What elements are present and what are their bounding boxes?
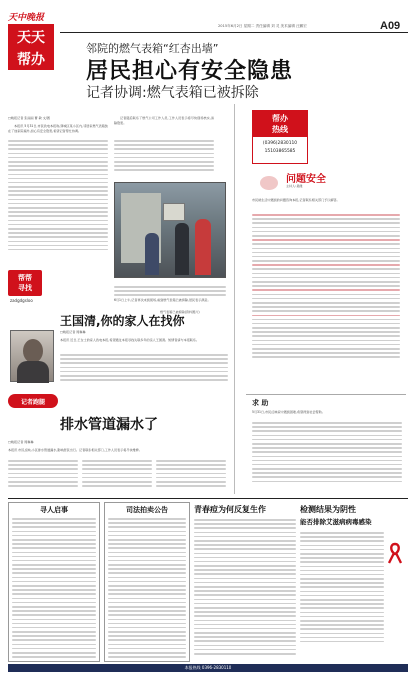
- badge-line-2: 热线: [272, 125, 288, 134]
- lead-photo: [114, 182, 226, 278]
- bottom-col-4-title: 检测结果为阴性: [300, 505, 356, 514]
- help-feature-rule: [246, 394, 406, 395]
- drain-byline: □晚报记者 周琳琳: [8, 440, 34, 444]
- photo-person-1: [175, 223, 189, 275]
- search-tag-line-2: 寻找: [18, 284, 32, 292]
- bottom-col-1: [8, 502, 100, 662]
- search-sub: zadgdgsloo: [10, 298, 33, 303]
- lead-subhead: 记者协调:燃气表箱已被拆除: [86, 85, 259, 101]
- lead-paragraph-3: 6月1日上午,记者再次来到现场,看到燃气表箱已被拆除,居民表示满意。: [114, 298, 211, 302]
- drain-body: 本报讯 市民反映,小区排水管道漏水,影响居民出行。记者联系相关部门,工作人员表示将尽快维修。: [8, 448, 142, 452]
- lead-body-col-2: [114, 116, 214, 140]
- qa-section: [246, 170, 406, 376]
- search-headline: 王国清,你的家人在找你: [60, 314, 185, 328]
- footer-bar: [8, 664, 408, 672]
- help-feature-body: 5月31日,市民反映家中遇到困难,希望得到社会帮助。: [252, 410, 325, 414]
- help-feature-lines: [252, 422, 402, 485]
- bottom-col-4: [300, 502, 408, 662]
- photo-person-2: [195, 219, 211, 275]
- drain-tag-label: 记者跑腿: [20, 399, 45, 406]
- lead-byline: □晚报记者 张丽丽 曹 敏 文/图: [8, 116, 50, 120]
- column-title-box: [8, 24, 54, 70]
- hotline-badge: [252, 110, 308, 164]
- photo-person-3: [145, 233, 159, 275]
- footer-text: 本报热线 0396-2830110: [184, 665, 232, 670]
- date-line: 2015年6月2日 星期二 责任编辑 刘 灵 美术编辑 汪鹏宏: [218, 24, 307, 28]
- drain-headline: 排水管道漏水了: [60, 417, 158, 433]
- drain-tag: [8, 394, 58, 408]
- search-byline: □晚报记者 周琳琳: [60, 330, 86, 334]
- column-divider: [234, 104, 235, 494]
- hotline-badge-head: [253, 111, 307, 137]
- bottom-col-2: [104, 502, 190, 662]
- bottom-col-4-subtitle: 能否排除艾滋病病毒感染: [300, 518, 372, 526]
- qa-title: 问题安全: [286, 174, 326, 185]
- lead-paragraph-1: 本报讯 5月31日,市民致电本报称,驿城区某小区内,邻居家燃气表箱装在了他家院墙外,担心有安全隐患,希望记者帮忙协调。: [8, 124, 108, 133]
- search-tag: [8, 270, 42, 296]
- page-number: A09: [380, 20, 401, 32]
- qa-body: 市民就生活中遇到的问题咨询本报,记者联系相关部门予以解答。: [252, 198, 340, 202]
- badge-line-1: 帮办: [272, 114, 288, 123]
- drain-lines-col-1: [8, 460, 78, 489]
- search-tag-line-1: 帮帮: [18, 274, 32, 282]
- column-title-line-2: 帮办: [17, 52, 45, 68]
- bottom-col-3-title: 青春痘为何反复生作: [194, 505, 266, 514]
- bottom-rule: [8, 498, 408, 499]
- missing-person-photo: [10, 330, 54, 382]
- lead-paragraph-2: 记者随后联系了燃气公司工作人员,工作人员表示将尽快现场核实,消除隐患。: [114, 116, 214, 125]
- qa-host-icon: [260, 176, 278, 190]
- lead-col-2-lines: [114, 140, 214, 180]
- bottom-col-3: [194, 502, 296, 662]
- badge-phone-1: (0396)2830110: [262, 141, 298, 146]
- badge-phone-2: 15103865585: [264, 149, 296, 154]
- search-lines: [60, 354, 228, 383]
- qa-lines: [252, 214, 400, 361]
- red-ribbon-icon: [388, 542, 402, 564]
- lead-kicker: 邻院的燃气表箱“红杏出墙”: [86, 42, 219, 55]
- column-title-line-1: 天天: [17, 30, 45, 46]
- masthead-rule: [60, 32, 408, 33]
- bottom-col-1-title: 寻人启事: [40, 506, 68, 514]
- lead-photo-caption: 燃气表箱已被拆除(资料图片): [160, 310, 200, 314]
- search-body: 本报讯 近日,王女士的家人致电本报,希望通过本报寻找失联多年的亲人王国清。知情者请与本报联系。: [60, 338, 200, 342]
- drain-lines-col-3: [156, 460, 226, 489]
- qa-subtitle: 主持人:昊健: [286, 184, 303, 188]
- help-feature-title: 求 助: [252, 399, 269, 407]
- lead-body-col-1: [8, 124, 108, 270]
- bottom-col-2-title: 司法拍卖公告: [126, 506, 168, 514]
- drain-lines-col-2: [82, 460, 152, 489]
- photo-meter-box: [163, 203, 185, 221]
- newspaper-logo: 天中晚报: [8, 13, 45, 23]
- lead-headline: 居民担心有安全隐患: [86, 59, 294, 84]
